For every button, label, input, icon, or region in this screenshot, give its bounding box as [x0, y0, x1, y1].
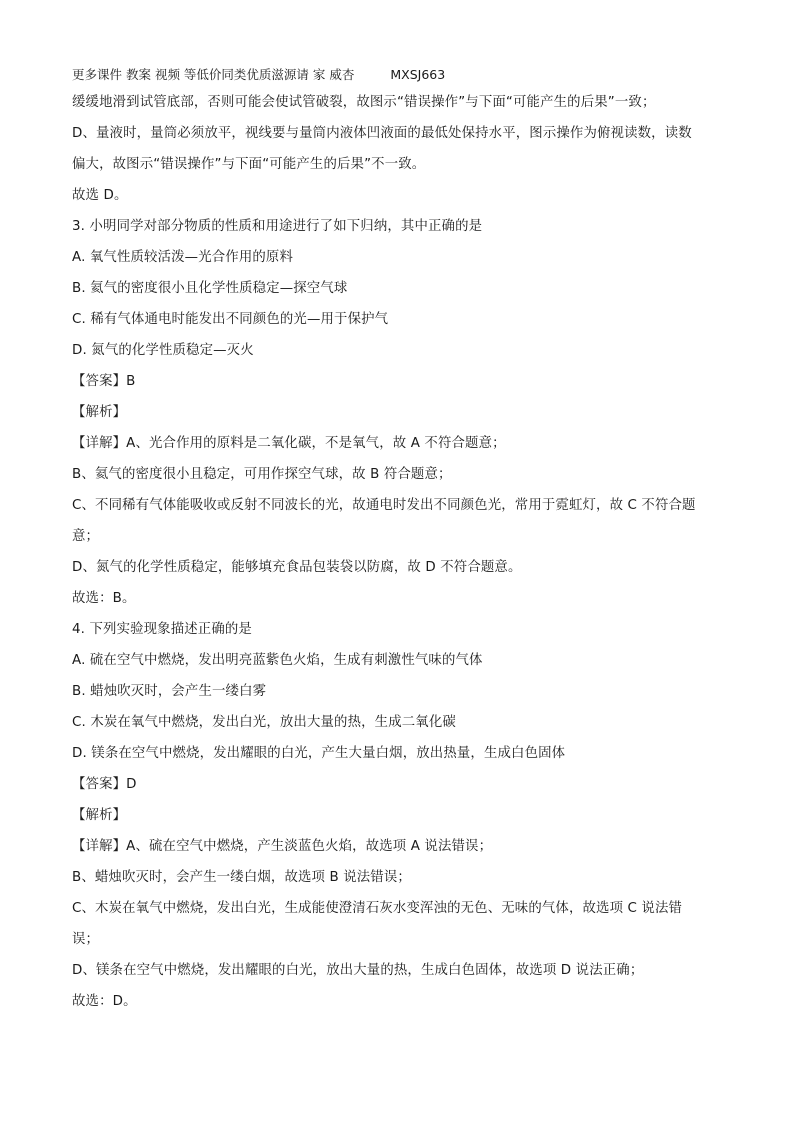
question-4-analysis-label: 【解析】 [72, 808, 127, 823]
header-code: MXSJ663 [390, 67, 446, 82]
text-line: 【详解】A、光合作用的原料是二氧化碳，不是氧气，故 A 不符合题意； [72, 436, 506, 451]
text-line: C、木炭在氧气中燃烧，发出白光，生成能使澄清石灰水变浑浊的无色、无味的气体，故选项 C 说法错 [72, 901, 683, 916]
text-line: B、氦气的密度很小且稳定，可用作探空气球，故 B 符合题意； [72, 467, 452, 482]
text-line: D、镁条在空气中燃烧，发出耀眼的白光，放出大量的热，生成白色固体，故选项 D 说法正确； [72, 963, 644, 978]
text-line: 【详解】A、硫在空气中燃烧，产生淡蓝色火焰，故选项 A 说法错误； [72, 839, 493, 854]
text-line: 故选：D。 [72, 994, 137, 1009]
question-4-stem: 4. 下列实验现象描述正确的是 [72, 622, 252, 637]
question-4-option-b: B. 蜡烛吹灭时，会产生一缕白雾 [72, 684, 267, 699]
question-3-option-c: C. 稀有气体通电时能发出不同颜色的光—用于保护气 [72, 312, 389, 327]
question-3-stem: 3. 小明同学对部分物质的性质和用途进行了如下归纳，其中正确的是 [72, 219, 483, 234]
question-4-option-a: A. 硫在空气中燃烧，发出明亮蓝紫色火焰，生成有刺激性气味的气体 [72, 653, 483, 668]
text-line: 故选：B。 [72, 591, 136, 606]
question-3-answer: 【答案】B [72, 374, 136, 389]
header-promo-text: 更多课件 教案 视频 等低价同类优质滋源请 家 威杏 [72, 67, 355, 82]
text-line: D、量液时，量筒必须放平，视线要与量筒内液体凹液面的最低处保持水平，图示操作为俯视读数，读数 [72, 126, 692, 141]
text-line: D、氮气的化学性质稳定，能够填充食品包装袋以防腐，故 D 不符合题意。 [72, 560, 522, 575]
question-4-option-c: C. 木炭在氧气中燃烧，发出白光，放出大量的热，生成二氧化碳 [72, 715, 456, 730]
question-3-analysis-label: 【解析】 [72, 405, 127, 420]
text-line: 故选 D。 [72, 188, 128, 203]
text-line: B、蜡烛吹灭时，会产生一缕白烟，故选项 B 说法错误； [72, 870, 411, 885]
header-promo-line [72, 64, 724, 86]
question-3-option-d: D. 氮气的化学性质稳定—灭火 [72, 343, 254, 358]
text-line: 缓缓地滑到试管底部，否则可能会使试管破裂，故图示“错误操作”与下面“可能产生的后果”一致； [72, 95, 656, 110]
text-line: 误； [72, 932, 100, 947]
question-3-option-a: A. 氧气性质较活泼—光合作用的原料 [72, 250, 293, 265]
question-3-option-b: B. 氦气的密度很小且化学性质稳定—探空气球 [72, 281, 348, 296]
text-line: 意； [72, 529, 100, 544]
text-line: 偏大，故图示“错误操作”与下面“可能产生的后果”不一致。 [72, 157, 426, 172]
text-line: C、不同稀有气体能吸收或反射不同波长的光，故通电时发出不同颜色光，常用于霓虹灯，故 C 不符合题 [72, 498, 696, 513]
question-4-option-d: D. 镁条在空气中燃烧，发出耀眼的白光，产生大量白烟，放出热量，生成白色固体 [72, 746, 566, 761]
question-4-answer: 【答案】D [72, 777, 137, 792]
